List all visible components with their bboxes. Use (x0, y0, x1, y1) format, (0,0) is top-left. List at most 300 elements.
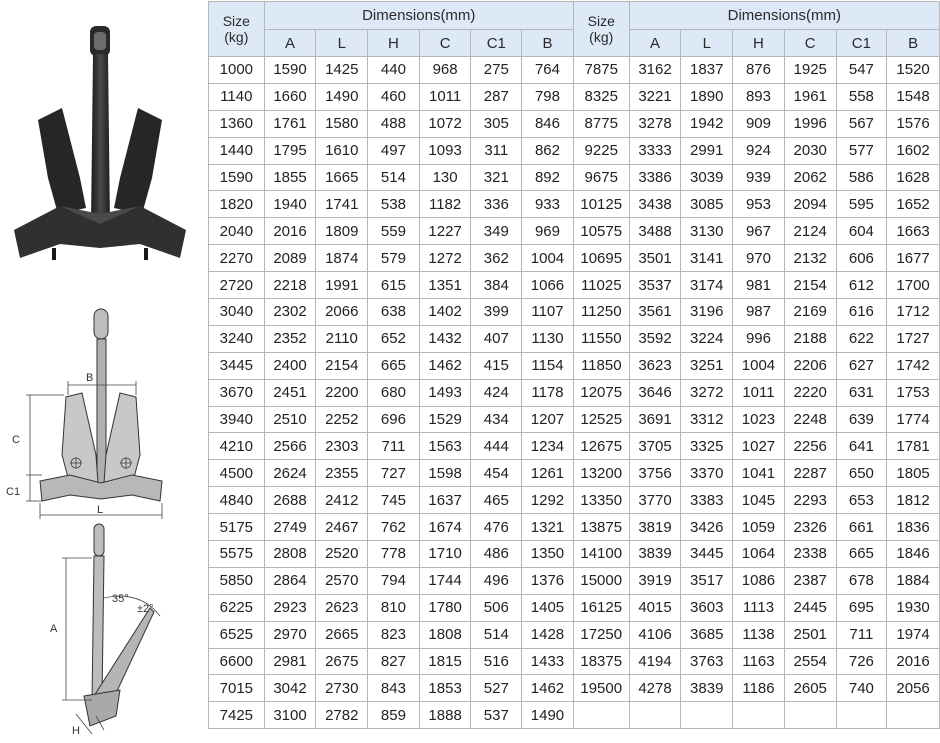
dimension-cell: 595 (836, 191, 887, 218)
size-cell: 14100 (573, 541, 629, 568)
dimension-cell: 2782 (316, 702, 368, 729)
dimension-cell: 514 (368, 164, 420, 191)
dimension-cell: 1093 (419, 137, 471, 164)
dimension-cell: 1700 (887, 272, 940, 299)
dimension-cell: 3561 (629, 299, 681, 326)
dimension-cell: 4278 (629, 675, 681, 702)
table-row (209, 648, 940, 675)
dim-label-tolerance: ±2° (137, 603, 154, 615)
size-cell: 1000 (209, 57, 265, 84)
dimension-cell: 1874 (316, 245, 368, 272)
dimension-cell: 465 (471, 487, 522, 514)
dimension-cell: 3130 (681, 218, 733, 245)
size-cell: 8325 (573, 83, 629, 110)
dimension-cell: 1809 (316, 218, 368, 245)
dimension-cell: 1991 (316, 272, 368, 299)
dimension-cell: 527 (471, 675, 522, 702)
dimension-cell: 1590 (264, 57, 316, 84)
table-row (209, 137, 940, 164)
size-cell: 15000 (573, 567, 629, 594)
dimension-cell (784, 702, 836, 729)
dimension-cell: 2016 (887, 648, 940, 675)
table-row (209, 675, 940, 702)
dimension-cell: 440 (368, 57, 420, 84)
dimension-cell: 2220 (784, 379, 836, 406)
dimension-cell: 631 (836, 379, 887, 406)
dimension-cell: 2062 (784, 164, 836, 191)
dimension-cell: 823 (368, 621, 420, 648)
dimension-cell: 399 (471, 299, 522, 326)
dimension-cell: 1113 (733, 594, 785, 621)
dimension-cell: 1130 (522, 325, 574, 352)
dimension-cell: 2206 (784, 352, 836, 379)
size-cell: 18375 (573, 648, 629, 675)
table-row (209, 110, 940, 137)
size-cell: 11550 (573, 325, 629, 352)
dimension-cell: 3383 (681, 487, 733, 514)
anchor-side-drawing (0, 520, 204, 742)
dimension-cell: 3141 (681, 245, 733, 272)
dimension-cell: 1462 (522, 675, 574, 702)
size-cell: 2720 (209, 272, 265, 299)
dimension-cell: 3623 (629, 352, 681, 379)
dimension-cell: 1884 (887, 567, 940, 594)
dimension-cell: 981 (733, 272, 785, 299)
dimension-cell: 2981 (264, 648, 316, 675)
dimension-cell: 3312 (681, 406, 733, 433)
table-row (209, 406, 940, 433)
dimension-cell: 1004 (522, 245, 574, 272)
size-cell: 13200 (573, 460, 629, 487)
table-row (209, 702, 940, 729)
size-cell: 4840 (209, 487, 265, 514)
dimension-cell: 3426 (681, 514, 733, 541)
dimension-cell: 2293 (784, 487, 836, 514)
dimension-cell: 678 (836, 567, 887, 594)
dimension-cell: 415 (471, 352, 522, 379)
column-header: H (368, 30, 420, 57)
dimension-cell: 2665 (316, 621, 368, 648)
dimension-cell: 2864 (264, 567, 316, 594)
dimension-cell: 1433 (522, 648, 574, 675)
dimension-cell: 454 (471, 460, 522, 487)
dimension-cell: 3224 (681, 325, 733, 352)
dimension-cell: 1405 (522, 594, 574, 621)
dimension-cell: 1710 (419, 541, 471, 568)
dimension-cell: 1045 (733, 487, 785, 514)
dimension-cell: 2624 (264, 460, 316, 487)
dimension-cell: 538 (368, 191, 420, 218)
dimension-cell: 1628 (887, 164, 940, 191)
size-cell: 7425 (209, 702, 265, 729)
dimension-cell: 3592 (629, 325, 681, 352)
dimension-cell: 2355 (316, 460, 368, 487)
dimension-cell: 336 (471, 191, 522, 218)
table-row (209, 57, 940, 84)
dimension-cell: 810 (368, 594, 420, 621)
dim-label-h: H (72, 725, 80, 737)
size-cell: 10575 (573, 218, 629, 245)
dimension-cell: 1490 (522, 702, 574, 729)
dimension-cell: 444 (471, 433, 522, 460)
dimension-cell: 1321 (522, 514, 574, 541)
dimensions-header-right: Dimensions(mm) (629, 2, 939, 30)
dimension-cell: 933 (522, 191, 574, 218)
dimension-cell: 726 (836, 648, 887, 675)
dimension-cell: 2188 (784, 325, 836, 352)
dimension-cell: 2520 (316, 541, 368, 568)
size-cell: 4500 (209, 460, 265, 487)
size-cell: 6600 (209, 648, 265, 675)
dimension-cell: 3325 (681, 433, 733, 460)
dimension-cell: 1610 (316, 137, 368, 164)
size-cell: 13875 (573, 514, 629, 541)
dimension-cell: 2510 (264, 406, 316, 433)
column-header: A (629, 30, 681, 57)
dimension-cell: 3174 (681, 272, 733, 299)
dimension-cell: 1637 (419, 487, 471, 514)
table-row (209, 541, 940, 568)
dimension-cell: 1808 (419, 621, 471, 648)
dimension-cell: 275 (471, 57, 522, 84)
dimension-cell: 3646 (629, 379, 681, 406)
dimension-cell: 616 (836, 299, 887, 326)
dimension-cell: 1781 (887, 433, 940, 460)
size-cell: 11850 (573, 352, 629, 379)
dimension-cell: 321 (471, 164, 522, 191)
size-cell: 3445 (209, 352, 265, 379)
dimension-cell: 970 (733, 245, 785, 272)
dimension-cell: 1425 (316, 57, 368, 84)
dimension-cell: 2605 (784, 675, 836, 702)
dimension-cell: 827 (368, 648, 420, 675)
dimension-cell: 506 (471, 594, 522, 621)
dimension-cell: 1890 (681, 83, 733, 110)
dimension-cell: 1663 (887, 218, 940, 245)
dimension-cell: 1855 (264, 164, 316, 191)
dimension-cell: 1742 (887, 352, 940, 379)
dimension-cell: 579 (368, 245, 420, 272)
table-row (209, 567, 940, 594)
dimension-cell: 486 (471, 541, 522, 568)
dimension-cell: 3819 (629, 514, 681, 541)
table-row (209, 218, 940, 245)
dimension-cell: 1011 (733, 379, 785, 406)
size-cell: 19500 (573, 675, 629, 702)
dimension-cell: 2400 (264, 352, 316, 379)
dimension-cell: 2387 (784, 567, 836, 594)
dimension-cell: 3603 (681, 594, 733, 621)
table-row (209, 433, 940, 460)
column-header: L (681, 30, 733, 57)
dimension-cell: 2338 (784, 541, 836, 568)
dimension-cell: 1138 (733, 621, 785, 648)
size-cell: 3240 (209, 325, 265, 352)
dimension-cell: 3386 (629, 164, 681, 191)
dimension-cell: 2302 (264, 299, 316, 326)
dimension-cell: 798 (522, 83, 574, 110)
dimension-cell: 3278 (629, 110, 681, 137)
dimension-cell: 1761 (264, 110, 316, 137)
dimension-cell: 2970 (264, 621, 316, 648)
dim-label-c1: C1 (6, 486, 21, 498)
dimension-cell: 1974 (887, 621, 940, 648)
dimension-cell: 3438 (629, 191, 681, 218)
size-cell: 10125 (573, 191, 629, 218)
table-row (209, 621, 940, 648)
size-cell: 7875 (573, 57, 629, 84)
dimension-cell: 696 (368, 406, 420, 433)
dimension-cell: 727 (368, 460, 420, 487)
dimension-cell: 516 (471, 648, 522, 675)
dimension-cell: 1432 (419, 325, 471, 352)
size-cell: 13350 (573, 487, 629, 514)
size-cell: 8775 (573, 110, 629, 137)
dimension-cell: 547 (836, 57, 887, 84)
dimension-cell: 1846 (887, 541, 940, 568)
dimension-cell: 3085 (681, 191, 733, 218)
table-row (209, 325, 940, 352)
size-cell: 16125 (573, 594, 629, 621)
dimension-cell: 2248 (784, 406, 836, 433)
dimension-cell: 3919 (629, 567, 681, 594)
dimension-cell: 893 (733, 83, 785, 110)
dimension-cell: 1741 (316, 191, 368, 218)
dimension-cell: 2154 (784, 272, 836, 299)
size-cell: 2040 (209, 218, 265, 245)
table-row (209, 272, 940, 299)
size-cell: 12675 (573, 433, 629, 460)
dimension-cell: 2412 (316, 487, 368, 514)
dimension-cell: 1402 (419, 299, 471, 326)
dimension-cell: 1548 (887, 83, 940, 110)
dim-label-b: B (86, 372, 94, 384)
table-row (209, 487, 940, 514)
dimension-cell: 745 (368, 487, 420, 514)
size-cell: 6525 (209, 621, 265, 648)
dimension-cell: 1182 (419, 191, 471, 218)
dim-label-a: A (50, 623, 58, 635)
dimension-cell: 1227 (419, 218, 471, 245)
size-cell: 3670 (209, 379, 265, 406)
anchor-figures (0, 0, 204, 743)
size-cell: 4210 (209, 433, 265, 460)
size-cell: 2270 (209, 245, 265, 272)
size-cell: 6225 (209, 594, 265, 621)
dimension-cell: 2991 (681, 137, 733, 164)
dimension-cell: 384 (471, 272, 522, 299)
dimension-cell: 2730 (316, 675, 368, 702)
dimension-cell: 2688 (264, 487, 316, 514)
dimension-cell: 996 (733, 325, 785, 352)
dim-label-l: L (97, 504, 104, 516)
dimension-cell: 4015 (629, 594, 681, 621)
dimension-cell: 2554 (784, 648, 836, 675)
dimension-cell: 794 (368, 567, 420, 594)
dimension-cell: 3272 (681, 379, 733, 406)
dimension-cell: 1072 (419, 110, 471, 137)
dimension-cell: 711 (368, 433, 420, 460)
size-cell: 5175 (209, 514, 265, 541)
dimension-cell: 695 (836, 594, 887, 621)
dimension-cell: 1815 (419, 648, 471, 675)
dimension-cell: 3039 (681, 164, 733, 191)
dimension-cell: 2252 (316, 406, 368, 433)
dimension-cell: 1041 (733, 460, 785, 487)
dimension-cell: 953 (733, 191, 785, 218)
dimension-cell: 558 (836, 83, 887, 110)
column-header: A (264, 30, 316, 57)
dimension-cell: 3251 (681, 352, 733, 379)
size-cell: 12075 (573, 379, 629, 406)
dimension-cell: 2623 (316, 594, 368, 621)
dimension-cell: 2675 (316, 648, 368, 675)
dimension-cell: 1154 (522, 352, 574, 379)
dimension-cell: 3756 (629, 460, 681, 487)
dimension-cell: 2467 (316, 514, 368, 541)
dimension-cell: 2056 (887, 675, 940, 702)
dimension-cell: 2445 (784, 594, 836, 621)
dimension-cell: 2923 (264, 594, 316, 621)
dimension-cell: 661 (836, 514, 887, 541)
dimension-cell: 3839 (681, 675, 733, 702)
table-row (209, 514, 940, 541)
size-cell: 1360 (209, 110, 265, 137)
dimension-cell: 1925 (784, 57, 836, 84)
dimension-cell: 1677 (887, 245, 940, 272)
size-cell: 17250 (573, 621, 629, 648)
dimension-cell: 362 (471, 245, 522, 272)
size-cell: 3940 (209, 406, 265, 433)
anchor-front-drawing (0, 305, 204, 525)
table-row (209, 352, 940, 379)
dimension-cell: 1462 (419, 352, 471, 379)
dimension-cell: 876 (733, 57, 785, 84)
dimension-cell: 1598 (419, 460, 471, 487)
dimension-cell: 577 (836, 137, 887, 164)
dimension-cell: 1186 (733, 675, 785, 702)
dimension-cell: 3537 (629, 272, 681, 299)
dimension-cell: 287 (471, 83, 522, 110)
dimension-cell: 612 (836, 272, 887, 299)
size-cell: 12525 (573, 406, 629, 433)
dimension-cell: 1665 (316, 164, 368, 191)
dimension-cell: 843 (368, 675, 420, 702)
dimension-cell: 1064 (733, 541, 785, 568)
dimension-cell: 968 (419, 57, 471, 84)
dimension-cell: 1027 (733, 433, 785, 460)
dimension-cell: 665 (836, 541, 887, 568)
dimension-cell: 1780 (419, 594, 471, 621)
dimension-cell: 711 (836, 621, 887, 648)
dimension-cell: 1712 (887, 299, 940, 326)
size-cell: 1140 (209, 83, 265, 110)
dimension-cell: 909 (733, 110, 785, 137)
size-cell: 9675 (573, 164, 629, 191)
dimension-cell: 1493 (419, 379, 471, 406)
anchor-photo (0, 18, 200, 268)
size-header-right: Size (kg) (573, 2, 629, 57)
dimension-cell: 680 (368, 379, 420, 406)
dimension-cell: 1942 (681, 110, 733, 137)
dimension-cell: 1059 (733, 514, 785, 541)
dimension-cell: 859 (368, 702, 420, 729)
size-cell (573, 702, 629, 729)
dimension-cell: 3691 (629, 406, 681, 433)
dimension-cell: 3517 (681, 567, 733, 594)
dimension-cell: 2326 (784, 514, 836, 541)
dimension-cell: 641 (836, 433, 887, 460)
dimension-cell: 3839 (629, 541, 681, 568)
size-cell: 10695 (573, 245, 629, 272)
dimension-cell: 407 (471, 325, 522, 352)
dimension-cell: 862 (522, 137, 574, 164)
size-cell: 1820 (209, 191, 265, 218)
dimension-cell: 2124 (784, 218, 836, 245)
dimension-cell: 1023 (733, 406, 785, 433)
dimension-cell: 2066 (316, 299, 368, 326)
table-body (209, 57, 940, 729)
dimension-cell: 3488 (629, 218, 681, 245)
dimension-cell: 1107 (522, 299, 574, 326)
dimension-cell (733, 702, 785, 729)
dimension-cell: 1602 (887, 137, 940, 164)
dimensions-header-left: Dimensions(mm) (264, 2, 573, 30)
dimension-cell (681, 702, 733, 729)
dimension-cell: 1576 (887, 110, 940, 137)
dimension-cell: 652 (368, 325, 420, 352)
dimension-cell: 924 (733, 137, 785, 164)
dimension-cell: 665 (368, 352, 420, 379)
dimension-cell: 892 (522, 164, 574, 191)
dimension-cell: 488 (368, 110, 420, 137)
dimension-cell: 2256 (784, 433, 836, 460)
dimension-cell: 4106 (629, 621, 681, 648)
table-row (209, 299, 940, 326)
table-row (209, 594, 940, 621)
dimension-cell: 1996 (784, 110, 836, 137)
dimension-cell: 1674 (419, 514, 471, 541)
dimension-cell: 615 (368, 272, 420, 299)
dimension-cell: 606 (836, 245, 887, 272)
size-cell: 7015 (209, 675, 265, 702)
dimension-cell: 1520 (887, 57, 940, 84)
anchor-dimensions-table (208, 1, 940, 729)
dimension-cell: 1563 (419, 433, 471, 460)
dimension-cell: 1753 (887, 379, 940, 406)
dimension-cell: 2094 (784, 191, 836, 218)
dimension-cell: 3333 (629, 137, 681, 164)
dimension-cell: 2570 (316, 567, 368, 594)
dimension-cell: 3501 (629, 245, 681, 272)
dimension-cell: 1004 (733, 352, 785, 379)
dimension-cell: 311 (471, 137, 522, 164)
dimension-cell: 987 (733, 299, 785, 326)
dimension-cell: 460 (368, 83, 420, 110)
dimension-cell: 639 (836, 406, 887, 433)
dimension-cell: 1178 (522, 379, 574, 406)
dimension-cell: 622 (836, 325, 887, 352)
dimension-cell: 1836 (887, 514, 940, 541)
dimension-cell: 2030 (784, 137, 836, 164)
dimension-cell: 1376 (522, 567, 574, 594)
dimension-cell: 3770 (629, 487, 681, 514)
column-header: C1 (836, 30, 887, 57)
dimension-cell: 2154 (316, 352, 368, 379)
dimension-cell: 2218 (264, 272, 316, 299)
dimension-cell: 740 (836, 675, 887, 702)
size-cell: 11025 (573, 272, 629, 299)
